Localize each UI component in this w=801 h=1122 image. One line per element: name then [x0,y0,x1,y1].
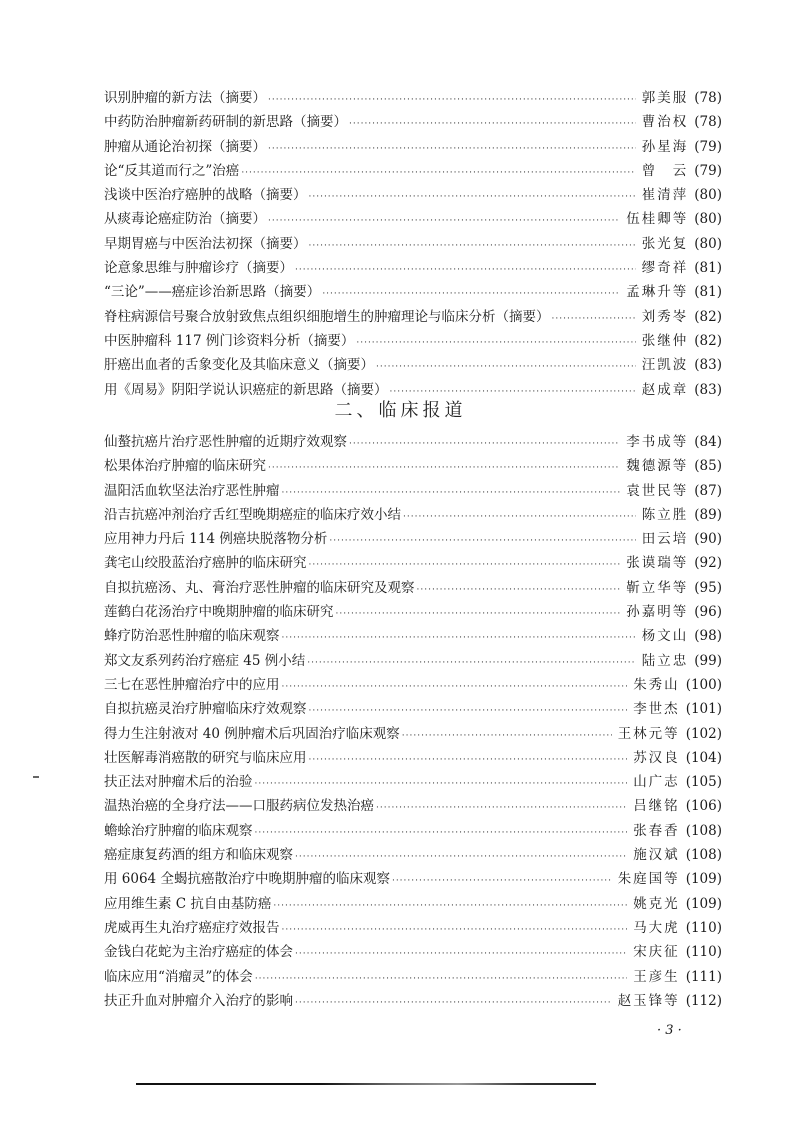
dot-leader [552,307,636,331]
toc-entry [104,843,722,867]
entry-author: 王彦生 [633,968,680,985]
entry-title: 论“反其道而行之”治癌 [104,162,240,179]
toc-entry [104,207,722,231]
entry-author: 伍桂卿等 [626,211,689,228]
entry-title: 早期胃癌与中医治法初探（摘要） [104,235,307,252]
dot-leader [329,529,635,553]
entry-page: (79) [694,138,722,155]
entry-author: 张春香 [633,822,680,839]
entry-page: (102) [685,725,722,742]
entry-author: 孙嘉明等 [626,604,689,621]
entry-page: (80) [694,235,722,252]
entry-author: 孙星海 [641,138,689,155]
entry-author: 杨文山 [641,628,689,645]
dot-leader [282,626,636,650]
entry-title: 肝癌出血者的舌象变化及其临床意义（摘要） [104,357,374,374]
entry-page: (83) [694,381,722,398]
entry-page: (78) [694,114,722,131]
entry-title: 论意象思维与肿瘤诊疗（摘要） [104,260,293,277]
entry-title: 郑文友系列药治疗癌症 45 例小结 [104,652,306,669]
entry-author: 山广志 [633,774,680,791]
dot-leader [268,456,620,480]
dot-leader [309,234,636,258]
entry-title: 自拟抗癌灵治疗肿瘤临床疗效观察 [104,701,307,718]
entry-author: 曹治权 [641,114,689,131]
entry-page: (80) [694,187,722,204]
entry-title: 温阳活血软坚法治疗恶性肿瘤 [104,482,280,499]
entry-title: 识别肿瘤的新方法（摘要） [104,90,266,106]
toc-entry [104,353,722,377]
dot-leader [268,209,620,233]
entry-author: 缪奇祥 [641,260,689,277]
toc-entry [104,280,722,304]
toc-entry [104,135,722,159]
entry-title: “三论”——癌症诊治新思路（摘要） [104,284,321,301]
entry-page: (109) [685,895,722,912]
dot-leader [309,553,621,577]
entry-title: 扶正升血对肿瘤介入治疗的影响 [104,992,293,1009]
toc-entry [104,479,722,503]
entry-title: 虎威再生丸治疗癌症疗效报告 [104,919,280,936]
dot-leader [336,602,621,626]
entry-page: (87) [694,482,722,499]
dot-leader [349,432,620,456]
entry-author: 曾 云 [641,162,689,179]
toc-entry [104,722,722,746]
toc-entry [104,86,722,110]
entry-title: 中医肿瘤科 117 例门诊资料分析（摘要） [104,332,355,349]
toc-entry [104,940,722,964]
toc-entry [104,110,722,134]
entry-title: 癌症康复药酒的组方和临床观察 [104,847,293,864]
entry-page: (89) [694,506,722,523]
dot-leader [402,724,612,748]
entry-page: (81) [694,260,722,277]
dot-leader [417,578,621,602]
entry-page: (108) [685,822,722,839]
dot-leader [255,772,628,796]
dot-leader [282,675,628,699]
entry-title: 沿吉抗癌冲剂治疗舌红型晚期癌症的临床疗效小结 [104,506,401,523]
entry-title: 得力生注射液对 40 例肿瘤术后巩固治疗临床观察 [104,725,400,742]
entry-author: 施汉斌 [633,847,680,864]
entry-page: (81) [694,284,722,301]
entry-title: 金钱白花蛇为主治疗癌症的体会 [104,944,293,961]
entry-title: 龚宅山绞股蓝治疗癌肿的临床研究 [104,555,307,572]
toc-section-2 [104,430,722,1013]
dot-leader [295,991,612,1015]
entry-title: 临床应用“消瘤灵”的体会 [104,968,253,985]
entry-title: 松果体治疗肿瘤的临床研究 [104,458,266,475]
toc-entry [104,794,722,818]
toc-entry [104,600,722,624]
dot-leader [322,282,620,306]
dot-leader [295,942,627,966]
entry-title: 温热治癌的全身疗法——口服药病位发热治癌 [104,798,374,815]
entry-author: 朱庭国等 [617,871,680,888]
entry-author: 郭美服 [641,90,689,106]
scan-mark [33,776,39,778]
dot-leader [349,112,636,136]
entry-page: (95) [694,579,722,596]
entry-page: (110) [685,944,722,961]
entry-title: 从痰毒论癌症防治（摘要） [104,211,266,228]
dot-leader [376,796,627,820]
entry-author: 汪凯波 [641,357,689,374]
toc-entry [104,305,722,329]
entry-page: (111) [685,968,722,985]
entry-page: (112) [685,992,722,1009]
entry-author: 陈立胜 [641,506,689,523]
entry-page: (90) [694,531,722,548]
dot-leader [376,355,636,379]
entry-author: 赵玉锋等 [617,992,680,1009]
entry-author: 靳立华等 [626,579,689,596]
toc-entry [104,159,722,183]
entry-title: 应用神力丹后 114 例癌块脱落物分析 [104,531,328,548]
entry-page: (100) [685,676,722,693]
entry-title: 脊柱病源信号聚合放射致焦点组织细胞增生的肿瘤理论与临床分析（摘要） [104,308,550,325]
entry-author: 苏汉良 [633,749,680,766]
dot-leader [268,88,636,112]
dot-leader [241,161,635,185]
dot-leader [392,869,612,893]
entry-title: 肿瘤从通论治初探（摘要） [104,138,266,155]
dot-leader [255,821,628,845]
toc-entry [104,430,722,454]
entry-author: 宋庆征 [633,944,680,961]
toc-entry [104,503,722,527]
toc-entry [104,551,722,575]
entry-author: 田云培 [641,531,689,548]
entry-page: (83) [694,357,722,374]
entry-page: (104) [685,749,722,766]
entry-page: (80) [694,211,722,228]
entry-author: 张谟瑞等 [626,555,689,572]
entry-author: 李世杰 [633,701,680,718]
entry-page: (101) [685,701,722,718]
entry-title: 蜂疗防治恶性肿瘤的临床观察 [104,628,280,645]
entry-page: (82) [694,308,722,325]
page-number: · 3 · [657,1023,682,1038]
entry-author: 张光复 [641,235,689,252]
toc-entry [104,256,722,280]
dot-leader [273,894,627,918]
entry-title: 用 6064 全蝎抗癌散治疗中晚期肿瘤的临床观察 [104,871,390,888]
dot-leader [309,748,628,772]
entry-author: 马大虎 [633,919,680,936]
toc-entry [104,916,722,940]
dot-leader [282,918,628,942]
toc-entry [104,867,722,891]
dot-leader [295,258,636,282]
entry-title: 用《周易》阴阳学说认识癌症的新思路（摘要） [104,381,388,398]
bottom-rule [136,1083,596,1085]
entry-title: 中药防治肿瘤新药研制的新思路（摘要） [104,114,347,131]
entry-author: 陆立忠 [641,652,689,669]
toc-entry [104,746,722,770]
entry-page: (105) [685,774,722,791]
entry-author: 姚克光 [633,895,680,912]
dot-leader [255,967,627,991]
dot-leader [356,331,635,355]
entry-author: 赵成章 [641,381,689,398]
entry-author: 魏德源等 [626,458,689,475]
entry-page: (98) [694,628,722,645]
entry-title: 应用维生素 C 抗自由基防癌 [104,895,272,912]
toc-entry [104,989,722,1013]
entry-page: (78) [694,90,722,106]
entry-page: (79) [694,162,722,179]
dot-leader [268,137,636,161]
toc-entry [104,965,722,989]
toc-entry [104,649,722,673]
entry-title: 蟾蜍治疗肿瘤的临床观察 [104,822,253,839]
entry-title: 仙螯抗癌片治疗恶性肿瘤的近期疗效观察 [104,434,347,450]
entry-author: 李书成等 [626,434,689,450]
toc-entry [104,624,722,648]
dot-leader [295,845,627,869]
entry-title: 浅谈中医治疗癌肿的战略（摘要） [104,187,307,204]
entry-title: 莲鹤白花汤治疗中晚期肿瘤的临床研究 [104,604,334,621]
entry-page: (106) [685,798,722,815]
entry-author: 袁世民等 [626,482,689,499]
entry-page: (108) [685,847,722,864]
toc-entry [104,527,722,551]
toc-entry [104,697,722,721]
dot-leader [309,699,628,723]
entry-author: 崔清萍 [641,187,689,204]
section-heading-clinical-reports: 二、临床报道 [334,400,467,421]
entry-title: 扶正法对肿瘤术后的治验 [104,774,253,791]
entry-page: (85) [694,458,722,475]
entry-page: (109) [685,871,722,888]
toc-entry [104,183,722,207]
entry-title: 三七在恶性肿瘤治疗中的应用 [104,676,280,693]
entry-page: (82) [694,332,722,349]
entry-author: 张继仲 [641,332,689,349]
toc-entry [104,232,722,256]
dot-leader [309,185,636,209]
toc-entry [104,673,722,697]
entry-title: 壮医解毒消癌散的研究与临床应用 [104,749,307,766]
entry-page: (99) [694,652,722,669]
toc-entry [104,819,722,843]
entry-author: 王林元等 [617,725,680,742]
entry-author: 吕继铭 [633,798,680,815]
toc-entry [104,454,722,478]
dot-leader [282,481,621,505]
entry-page: (110) [685,919,722,936]
toc-entry [104,892,722,916]
entry-page: (92) [694,555,722,572]
entry-author: 刘秀岺 [641,308,689,325]
entry-author: 孟琳升等 [626,284,689,301]
toc-entry [104,576,722,600]
toc-section-1 [104,86,722,402]
entry-page: (96) [694,604,722,621]
toc-entry [104,329,722,353]
dot-leader [307,651,636,675]
entry-title: 自拟抗癌汤、丸、膏治疗恶性肿瘤的临床研究及观察 [104,579,415,596]
dot-leader [403,505,636,529]
toc-entry [104,770,722,794]
entry-author: 朱秀山 [633,676,680,693]
entry-page: (84) [694,434,722,450]
